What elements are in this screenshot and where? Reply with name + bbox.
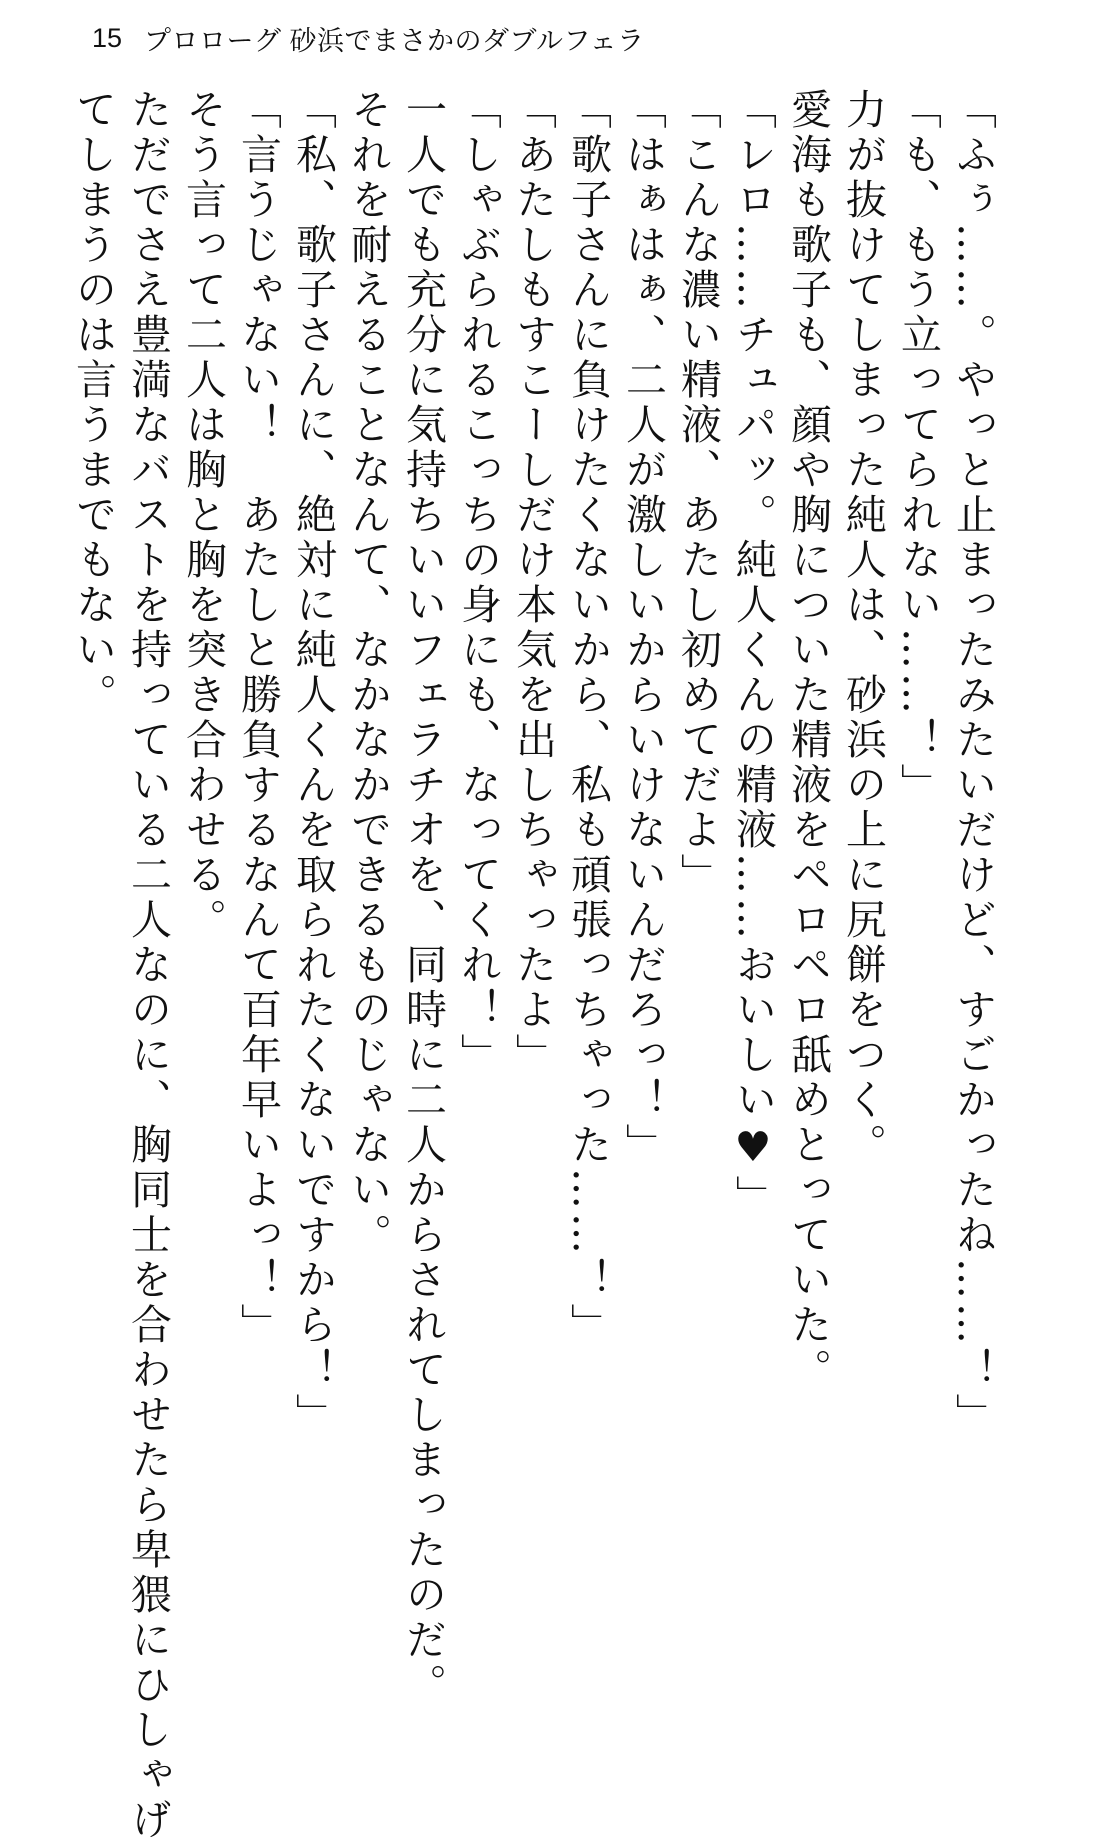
text-line: 一人でも充分に気持ちいいフェラチオを、同時に二人からされてしまったのだ。 <box>399 88 447 1708</box>
text-line: ただでさえ豊満なバストを持っている二人なのに、胸同士を合わせたら卑猥にひしゃげ <box>124 88 172 1843</box>
text-line: 「あたしもすこーしだけ本気を出しちゃったよ」 <box>509 88 557 1078</box>
text-line: 「私、歌子さんに、絶対に純人くんを取られたくないですから！」 <box>289 88 337 1438</box>
text-line: 「ふぅ……。やっと止まったみたいだけど、すごかったね……！」 <box>949 88 997 1438</box>
text-line: 力が抜けてしまった純人は、砂浜の上に尻餅をつく。 <box>839 88 887 1168</box>
text-line: 愛海も歌子も、顔や胸についた精液をペロペロ舐めとっていた。 <box>784 88 832 1393</box>
text-line: それを耐えることなんて、なかなかできるものじゃない。 <box>344 88 392 1258</box>
text-line: そう言って二人は胸と胸を突き合わせる。 <box>179 88 227 943</box>
text-line: 「しゃぶられるこっちの身にも、なってくれ！」 <box>454 88 502 1078</box>
running-header <box>92 18 645 58</box>
text-line: 「言うじゃない！ あたしと勝負するなんて百年早いよっ！」 <box>234 88 282 1348</box>
text-line: 「も、もう立ってられない……！」 <box>894 88 942 808</box>
text-line: 「歌子さんに負けたくないから、私も頑張っちゃった……！」 <box>564 88 612 1348</box>
text-line: 「レロ……チュパッ。純人くんの精液……おいしい♥」 <box>729 88 777 1220</box>
page-number: 15 <box>92 22 123 53</box>
text-line: 「はぁはぁ、二人が激しいからいけないんだろっ！」 <box>619 88 667 1168</box>
text-line: てしまうのは言うまでもない。 <box>69 88 117 718</box>
vertical-body-text <box>69 88 1000 1843</box>
chapter-title: プロローグ 砂浜でまさかのダブルフェラ <box>144 25 645 56</box>
text-line: 「こんな濃い精液、あたし初めてだよ」 <box>674 88 722 898</box>
